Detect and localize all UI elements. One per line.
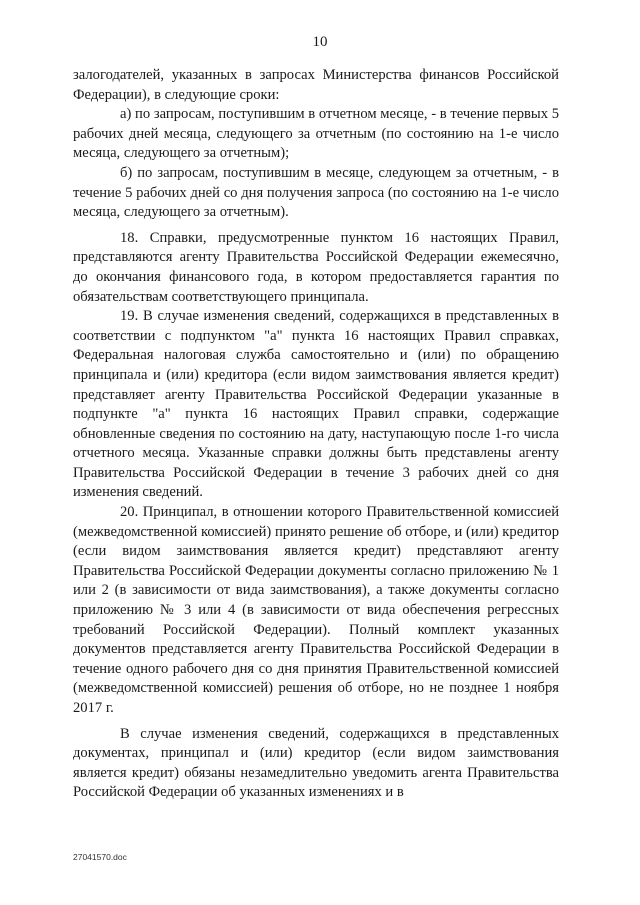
page-number: 10 [312, 34, 328, 50]
paragraph-continuation: залогодателей, указанных в запросах Министерства финансов Российской Федерации), в следующие сроки: [73, 67, 559, 103]
document-file-code: 27041570.doc [73, 852, 127, 862]
paragraph-changes: В случае изменения сведений, содержащихся в представленных документах, принципал и (или) кредитор (если видом заимствования является кредит) обязаны незамедлительно уведомить агента Правительства Российской Федерации об указанных изменениях и в [73, 725, 559, 801]
paragraph-20: 20. Принципал, в отношении которого Правительственной комиссией (межведомственной комиссией) принято решение об отборе, и (или) кредитор (если видом заимствования является кредит) представляют агенту Правительства Российской Федерации документы согласно приложению № 1 или 2 (в зависимости от вида заимствования), а также документы согласно приложению № 3 или 4 (в зависимости от вида обеспечения регрессных требований Российской Федерации). Полный комплект указанных документов представляется агенту Правительства Российской Федерации в течение одного рабочего дня со дня принятия Правительственной комиссией (межведомственной комиссией) решения об отборе, но не позднее 1 ноября 2017 г. [73, 504, 559, 716]
paragraph-18: 18. Справки, предусмотренные пунктом 16 настоящих Правил, представляются агенту Правительства Российской Федерации ежемесячно, до окончания финансового года, в котором предоставляется гарантия по обязательствам соответствующего принципала. [73, 229, 559, 305]
paragraph-item-a: а) по запросам, поступившим в отчетном месяце, - в течение первых 5 рабочих дней месяца, следующего за отчетным (по состоянию на 1-е число месяца, следующего за отчетным); [73, 106, 559, 162]
document-body [73, 66, 559, 803]
paragraph-item-b: б) по запросам, поступившим в месяце, следующем за отчетным, - в течение 5 рабочих дней со дня получения запроса (по состоянию на 1-е число месяца, следующего за отчетным). [73, 164, 559, 221]
paragraph-19: 19. В случае изменения сведений, содержащихся в представленных в соответствии с подпунктом "а" пункта 16 настоящих Правил справках, Федеральная налоговая служба самостоятельно и (или) по обращению принципала и (или) кредитора (если видом заимствования является кредит) представляет агенту Правительства Российской Федерации указанные в подпункте "а" пункта 16 настоящих Правил справки, содержащие обновленные сведения по состоянию на дату, наступающую после 1-го числа отчетного месяца. Указанные справки должны быть представлены агенту Правительства Российской Федерации в течение 3 рабочих дней со дня изменения сведений. [73, 308, 559, 501]
